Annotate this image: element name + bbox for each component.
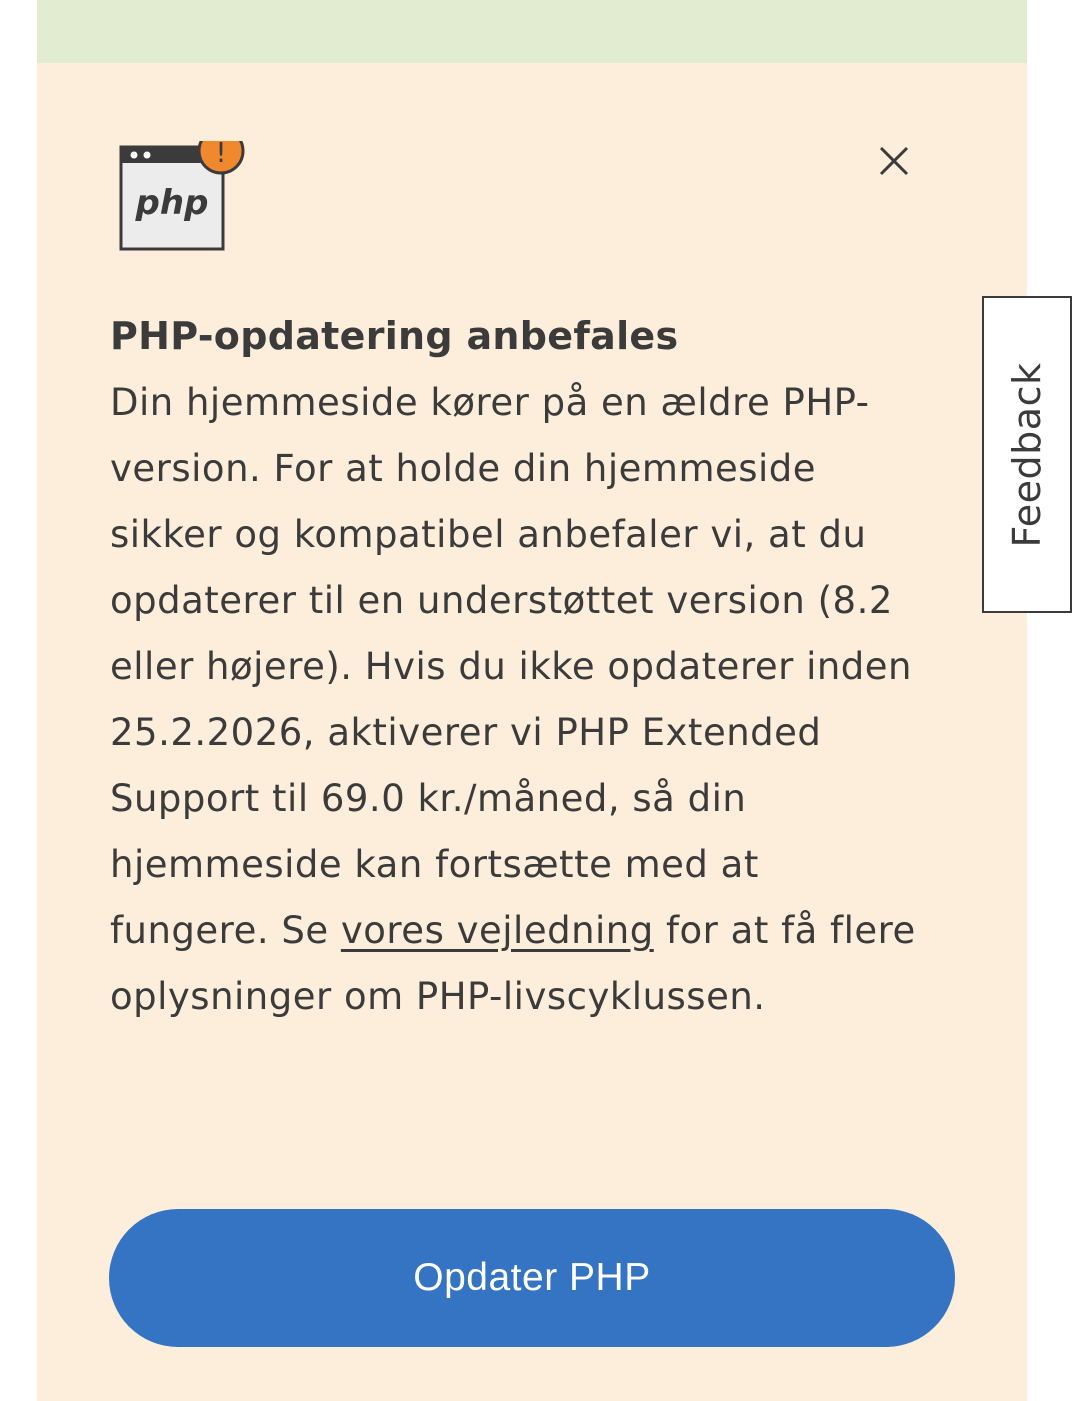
notice-title: PHP-opdatering anbefales (110, 314, 679, 358)
warning-badge-text: ! (215, 141, 227, 169)
update-php-button[interactable]: Opdater PHP (109, 1209, 955, 1347)
notice-body (110, 370, 930, 1030)
body-text-after-link: for at få flere oplysninger om PHP-livscyklussen. (110, 909, 916, 1018)
body-text-before-link: Din hjemmeside kører på en ældre PHP-version. For at holde din hjemmeside sikker og kompatibel anbefaler vi, at du opdaterer til en understøttet version (8.2 eller højere). Hvis du ikke opdaterer inden 25.2.2026, aktiverer vi PHP Extended Support til 69.0 kr./måned, så din hjemmeside kan fortsætte med at fungere. Se (110, 381, 913, 952)
guide-link[interactable]: vores vejledning (340, 909, 654, 952)
close-button[interactable] (873, 140, 915, 182)
php-warning-icon (119, 141, 249, 271)
close-icon (873, 140, 915, 182)
php-update-notice (37, 63, 1027, 1401)
feedback-label: Feedback (1005, 362, 1049, 547)
php-icon-text: php (135, 183, 209, 223)
feedback-tab[interactable] (982, 296, 1072, 613)
top-strip (37, 0, 1027, 63)
